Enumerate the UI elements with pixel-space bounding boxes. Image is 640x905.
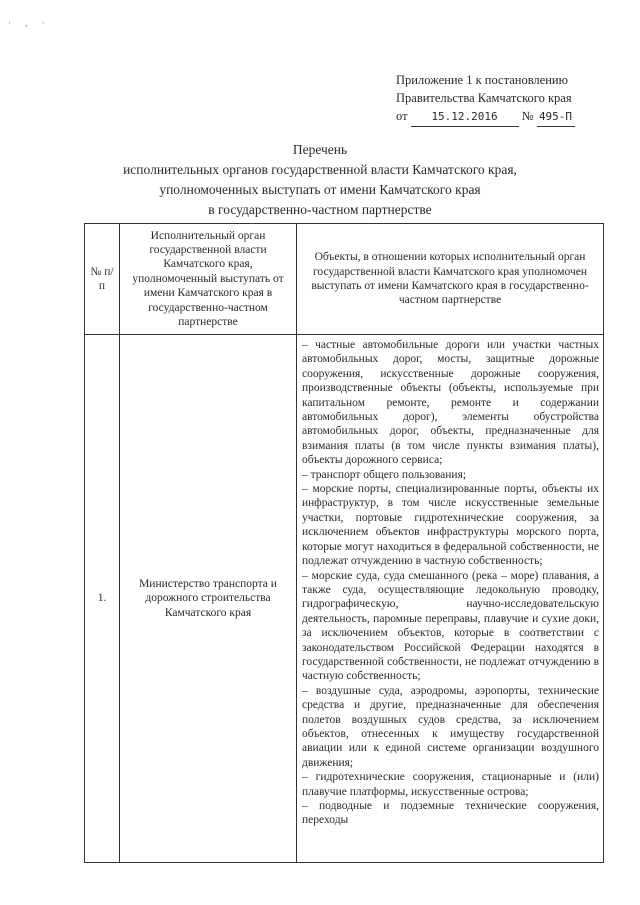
object-item: – транспорт общего пользования;: [302, 468, 467, 481]
scan-specks: · , ·: [8, 18, 51, 28]
header-org: Исполнительный орган государственной власти Камчатского края, уполномоченный выступать от имени Камчатского края в государственно-частном партнерстве: [120, 224, 297, 335]
date-prefix: от: [396, 109, 408, 123]
table-header-row: [85, 224, 604, 335]
object-item: – воздушные суда, аэродромы, аэропорты, технические средства и другие, предназначенные для обеспечения полетов воздушных судов средства, за исключением объектов, отнесенных к имуществу государственной авиации или к единой системе организации воздушного движения;: [302, 684, 599, 769]
table-row: [85, 335, 604, 863]
row-objects: [297, 335, 604, 863]
appendix-line2: Правительства Камчатского края: [396, 91, 572, 105]
title-line3: уполномоченных выступать от имени Камчатского края: [159, 182, 481, 197]
object-item: – гидротехнические сооружения, стационарные и (или) плавучие платформы, искусственные острова;: [302, 771, 599, 798]
authorities-table: [84, 223, 604, 863]
object-item: – частные автомобильные дороги или участки частных автомобильных дорог, мосты, защитные дорожные сооружения, искусственные дорожные сооружения, производственные объекты (объекты, используемые при капитальном ремонте, ремонте и содержании автомобильных дорог), элементы обустройства автомобильных дорог, объекты, предназначенные для взимания платы (в том числе пункты взимания платы), объекты дорожного сервиса;: [302, 339, 599, 467]
row-num: 1.: [85, 335, 120, 863]
appendix-date-row: [396, 107, 636, 127]
row-org: Министерство транспорта и дорожного строительства Камчатского края: [120, 335, 297, 863]
header-objects: Объекты, в отношении которых исполнительный орган государственной власти Камчатского края уполномочен выступать от имени Камчатского края в государственно-частном партнерстве: [297, 224, 604, 335]
title-line1: Перечень: [292, 142, 348, 157]
number-prefix: №: [521, 109, 534, 123]
object-item: – подводные и подземные технические сооружения, переходы: [302, 800, 599, 827]
header-num: № п/п: [85, 224, 120, 335]
title-line4: в государственно-частном партнерстве: [208, 202, 432, 217]
appendix-header: [396, 71, 636, 127]
title-line2: исполнительных органов государственной власти Камчатского края,: [123, 162, 517, 177]
object-item: – морские суда, суда смешанного (река – море) плавания, а также суда, осуществляющие ледокольную проводку, гидрографическую, научно-исследовательскую деятельность, паромные переправы, плавучие и сухие доки, за исключением объектов, которые в соответствии с законодательством Российской Федерации находятся в государственной собственности, не подлежат отчуждению в частную собственность;: [302, 569, 599, 683]
decree-date: 15.12.2016: [411, 108, 519, 127]
document-title: [100, 140, 540, 220]
appendix-line1: Приложение 1 к постановлению: [396, 73, 568, 87]
object-item: – морские порты, специализированные порты, объекты их инфраструктур, в том числе искусственные земельные участки, портовые гидротехнические сооружения, за исключением объектов инфраструктуры морского порта, которые могут находиться в федеральной собственности, не подлежат отчуждению в частную собственность;: [302, 483, 599, 568]
decree-number: 495-П: [537, 108, 575, 127]
